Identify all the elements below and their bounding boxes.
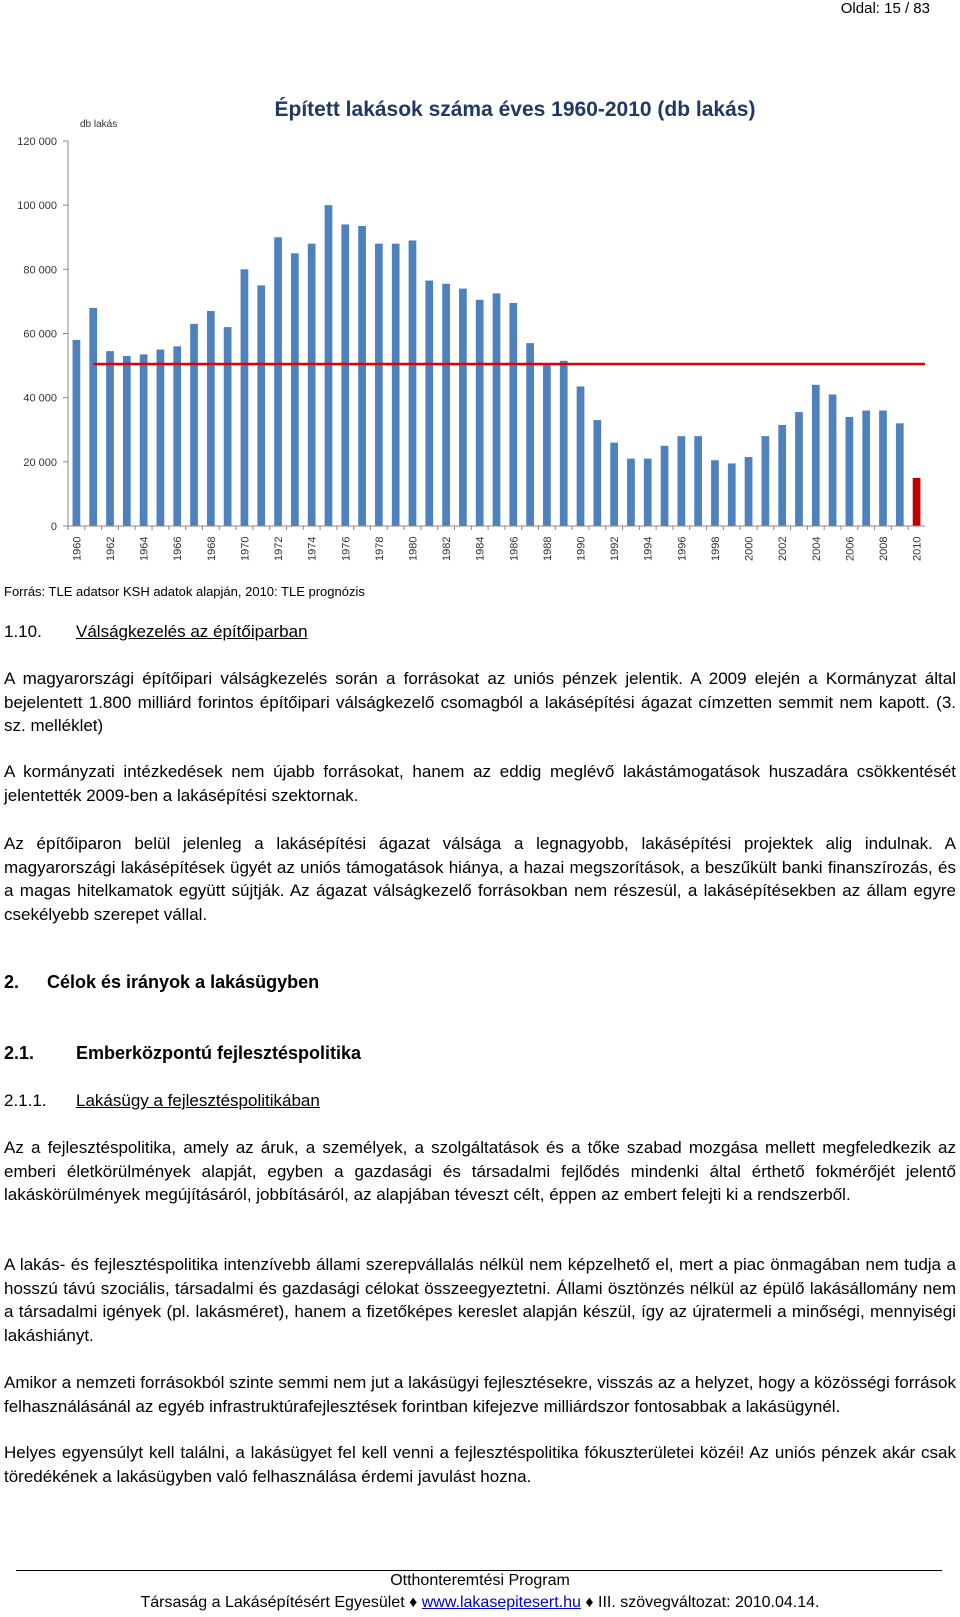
x-tick-label: 1992 [609,536,622,561]
x-tick-label: 2000 [743,536,756,561]
bar-1984 [476,300,484,526]
paragraph-text: A kormányzati intézkedések nem újabb forrásokat, hanem az eddig meglévő lakástámogatások huszadára csökkentését jelentették 2009-ben a lakásépítési szektornak. [4,762,956,805]
bar-1962 [106,351,114,526]
section-title: Válságkezelés az építőiparban [76,622,308,641]
x-tick-label: 1972 [273,536,286,561]
bar-2010 [913,478,921,526]
section-number: 1.10. [4,622,42,641]
paragraph-3 [4,832,956,926]
x-tick-label: 1970 [239,536,252,561]
bar-1993 [627,459,635,526]
paragraph-text: A lakás- és fejlesztéspolitika intenzívebb állami szerepvállalás nélkül nem képzelhető el, mert a piac önmagában nem tudja a hosszú távú szociális, társadalmi és gazdasági célokat összeegyeztetni. Állami ösztönzés nélkül az épülő lakásállomány nem a társadalmi igények (pl. lakásméret), hanem a fizetőképes kereslet alapján készül, így az újratermeli a minőségi, mennyiségi lakáshiányt. [4,1255,956,1345]
section-heading-2 [4,971,956,995]
x-tick-label: 1964 [138,536,151,561]
paragraph-7 [4,1441,956,1488]
x-tick-label: 1996 [676,536,689,561]
bar-1975 [325,205,333,526]
bar-1999 [728,463,736,526]
bar-2004 [812,385,820,526]
y-tick-label: 80 000 [23,264,57,277]
bar-1966 [173,346,181,526]
bar-1965 [157,350,165,526]
bar-1987 [526,343,534,526]
bar-1978 [375,244,383,526]
paragraph-text: Az építőiparon belül jelenleg a lakásépítési ágazat válsága a legnagyobb, lakásépítési projektek alig indulnak. A magyarországi lakásépítések ügyét az uniós támogatások hiánya, a hazai megszorítások, a beszűkült banki finanszírozás, és a magas hitelkamatok együtt sújtják. Az ágazat válságkezelő forrásokban nem részesül, a lakásépítésekben az állam egyre csekélyebb szerepet vállal. [4,834,956,924]
paragraph-5 [4,1253,956,1347]
bar-1995 [661,446,669,526]
bar-2001 [761,436,769,526]
footer-website-link[interactable]: www.lakasepitesert.hu [421,1594,581,1611]
y-tick-label: 120 000 [17,136,57,148]
bar-1960 [73,340,81,526]
paragraph-2 [4,760,956,807]
bar-1981 [425,281,433,526]
bar-1969 [224,327,232,526]
y-tick-label: 20 000 [23,456,57,469]
x-tick-label: 1986 [508,536,521,561]
bar-1989 [560,361,568,526]
x-tick-label: 1980 [407,536,420,561]
bar-1985 [493,293,501,526]
bar-1988 [543,364,551,526]
bar-2003 [795,412,803,526]
diamond-separator-icon: ♦ [585,1594,594,1611]
chart-y-axis-label: db lakás [80,119,118,130]
bar-1982 [442,284,450,526]
y-tick-label: 0 [50,521,57,533]
x-tick-label: 2010 [911,536,924,561]
diamond-separator-icon: ♦ [409,1594,418,1611]
section-number: 2.1. [4,1043,35,1063]
footer-divider [16,1570,942,1571]
section-number: 2. [4,972,20,992]
bar-1964 [140,354,148,526]
x-tick-label: 2008 [877,536,890,561]
y-tick-label: 60 000 [23,328,57,341]
x-tick-label: 1998 [709,536,722,561]
bar-1983 [459,289,467,526]
x-tick-label: 1976 [340,536,353,561]
bar-2008 [879,411,887,527]
bar-1991 [593,420,601,526]
bar-chart [0,90,960,595]
x-tick-label: 1962 [105,536,118,561]
bar-2005 [829,394,837,526]
x-tick-label: 1990 [575,536,588,561]
bar-1967 [190,324,198,526]
y-tick-label: 40 000 [23,392,57,405]
bar-1980 [409,240,417,526]
bar-1976 [341,224,349,526]
bar-1997 [694,436,702,526]
footer-organization: Társaság a Lakásépítésért Egyesület [140,1594,405,1611]
section-heading-2-1 [4,1042,956,1066]
x-tick-label: 1968 [205,536,218,561]
x-tick-label: 1988 [541,536,554,561]
paragraph-4 [4,1136,956,1207]
x-tick-label: 1966 [172,536,185,561]
bar-1970 [241,269,249,526]
bar-1972 [274,237,282,526]
chart-title: Épített lakások száma éves 1960-2010 (db lakás) [274,98,756,121]
bar-1971 [257,285,265,526]
x-tick-label: 1994 [642,536,655,561]
bar-1996 [677,436,685,526]
section-heading-1-10 [4,620,956,644]
x-tick-label: 1974 [306,536,319,561]
bar-2002 [778,425,786,526]
section-title: Lakásügy a fejlesztéspolitikában [76,1091,320,1110]
section-heading-2-1-1 [4,1089,956,1113]
section-title: Emberközpontú fejlesztéspolitika [76,1043,362,1063]
x-tick-label: 1982 [441,536,454,561]
x-tick-label: 1978 [373,536,386,561]
page-number: Oldal: 15 / 83 [840,0,930,17]
paragraph-text: Helyes egyensúlyt kell találni, a lakásügyet fel kell venni a fejlesztéspolitika fókuszterületei közéi! Az uniós pénzek akár csak töredékének a lakásügyben való felhasználása érdemi javulást hozna. [4,1443,956,1486]
bar-1992 [610,443,618,526]
y-tick-label: 100 000 [17,200,57,213]
paragraph-text: Az a fejlesztéspolitika, amely az áruk, a személyek, a szolgáltatások és a tőke szabad mozgása mellett megfeledkezik az emberi életkörülmények alapját, egyben a gazdasági és társadalmi fejlődés mindenki által érthető fokmérőjét jelentő lakáskörülmények megújításáról, jobbításáról, az alapjában téveszt célt, éppen az embert felejti ki a rendszerből. [4,1138,956,1204]
bar-1994 [644,459,652,526]
bar-1974 [308,244,316,526]
bar-1973 [291,253,299,526]
bar-1968 [207,311,215,526]
x-tick-label: 2002 [777,536,790,561]
bar-2000 [745,457,753,526]
paragraph-1 [4,667,956,738]
x-tick-label: 2004 [810,536,823,561]
bar-1990 [577,386,585,526]
bar-1979 [392,244,400,526]
section-title: Célok és irányok a lakásügyben [47,972,320,992]
footer-version: III. szövegváltozat: 2010.04.14. [598,1594,820,1611]
bar-1977 [358,226,366,526]
chart-source-note: Forrás: TLE adatsor KSH adatok alapján, 2010: TLE prognózis [4,584,365,599]
footer-program-title: Otthonteremtési Program [390,1572,570,1589]
x-tick-label: 1984 [474,536,487,561]
paragraph-6 [4,1371,956,1418]
bar-1961 [89,308,97,526]
bar-2009 [896,423,904,526]
bar-2007 [862,411,870,527]
bar-1963 [123,356,131,526]
x-tick-label: 1960 [71,536,84,561]
bar-2006 [846,417,854,526]
footer-info [0,1594,960,1612]
paragraph-text: Amikor a nemzeti forrásokból szinte semmi nem jut a lakásügyi fejlesztésekre, visszás az a helyzet, hogy a közösségi források felhasználásánál az egyéb infrastruktúrafejlesztések forintban kifejezve milliárdszor fontosabbak a lakásügynél. [4,1373,956,1416]
bar-1998 [711,460,719,526]
paragraph-text: A magyarországi építőipari válságkezelés során a forrásokat az uniós pénzek jelentik. A 2009 elején a Kormányzat által bejelentett 1.800 milliárd forintos építőipari válságkezelő csomagból a lakásépítési ágazat címzetten semmit nem kapott. (3. sz. melléklet) [4,669,956,735]
bar-1986 [509,303,517,526]
x-tick-label: 2006 [844,536,857,561]
section-number: 2.1.1. [4,1091,47,1110]
